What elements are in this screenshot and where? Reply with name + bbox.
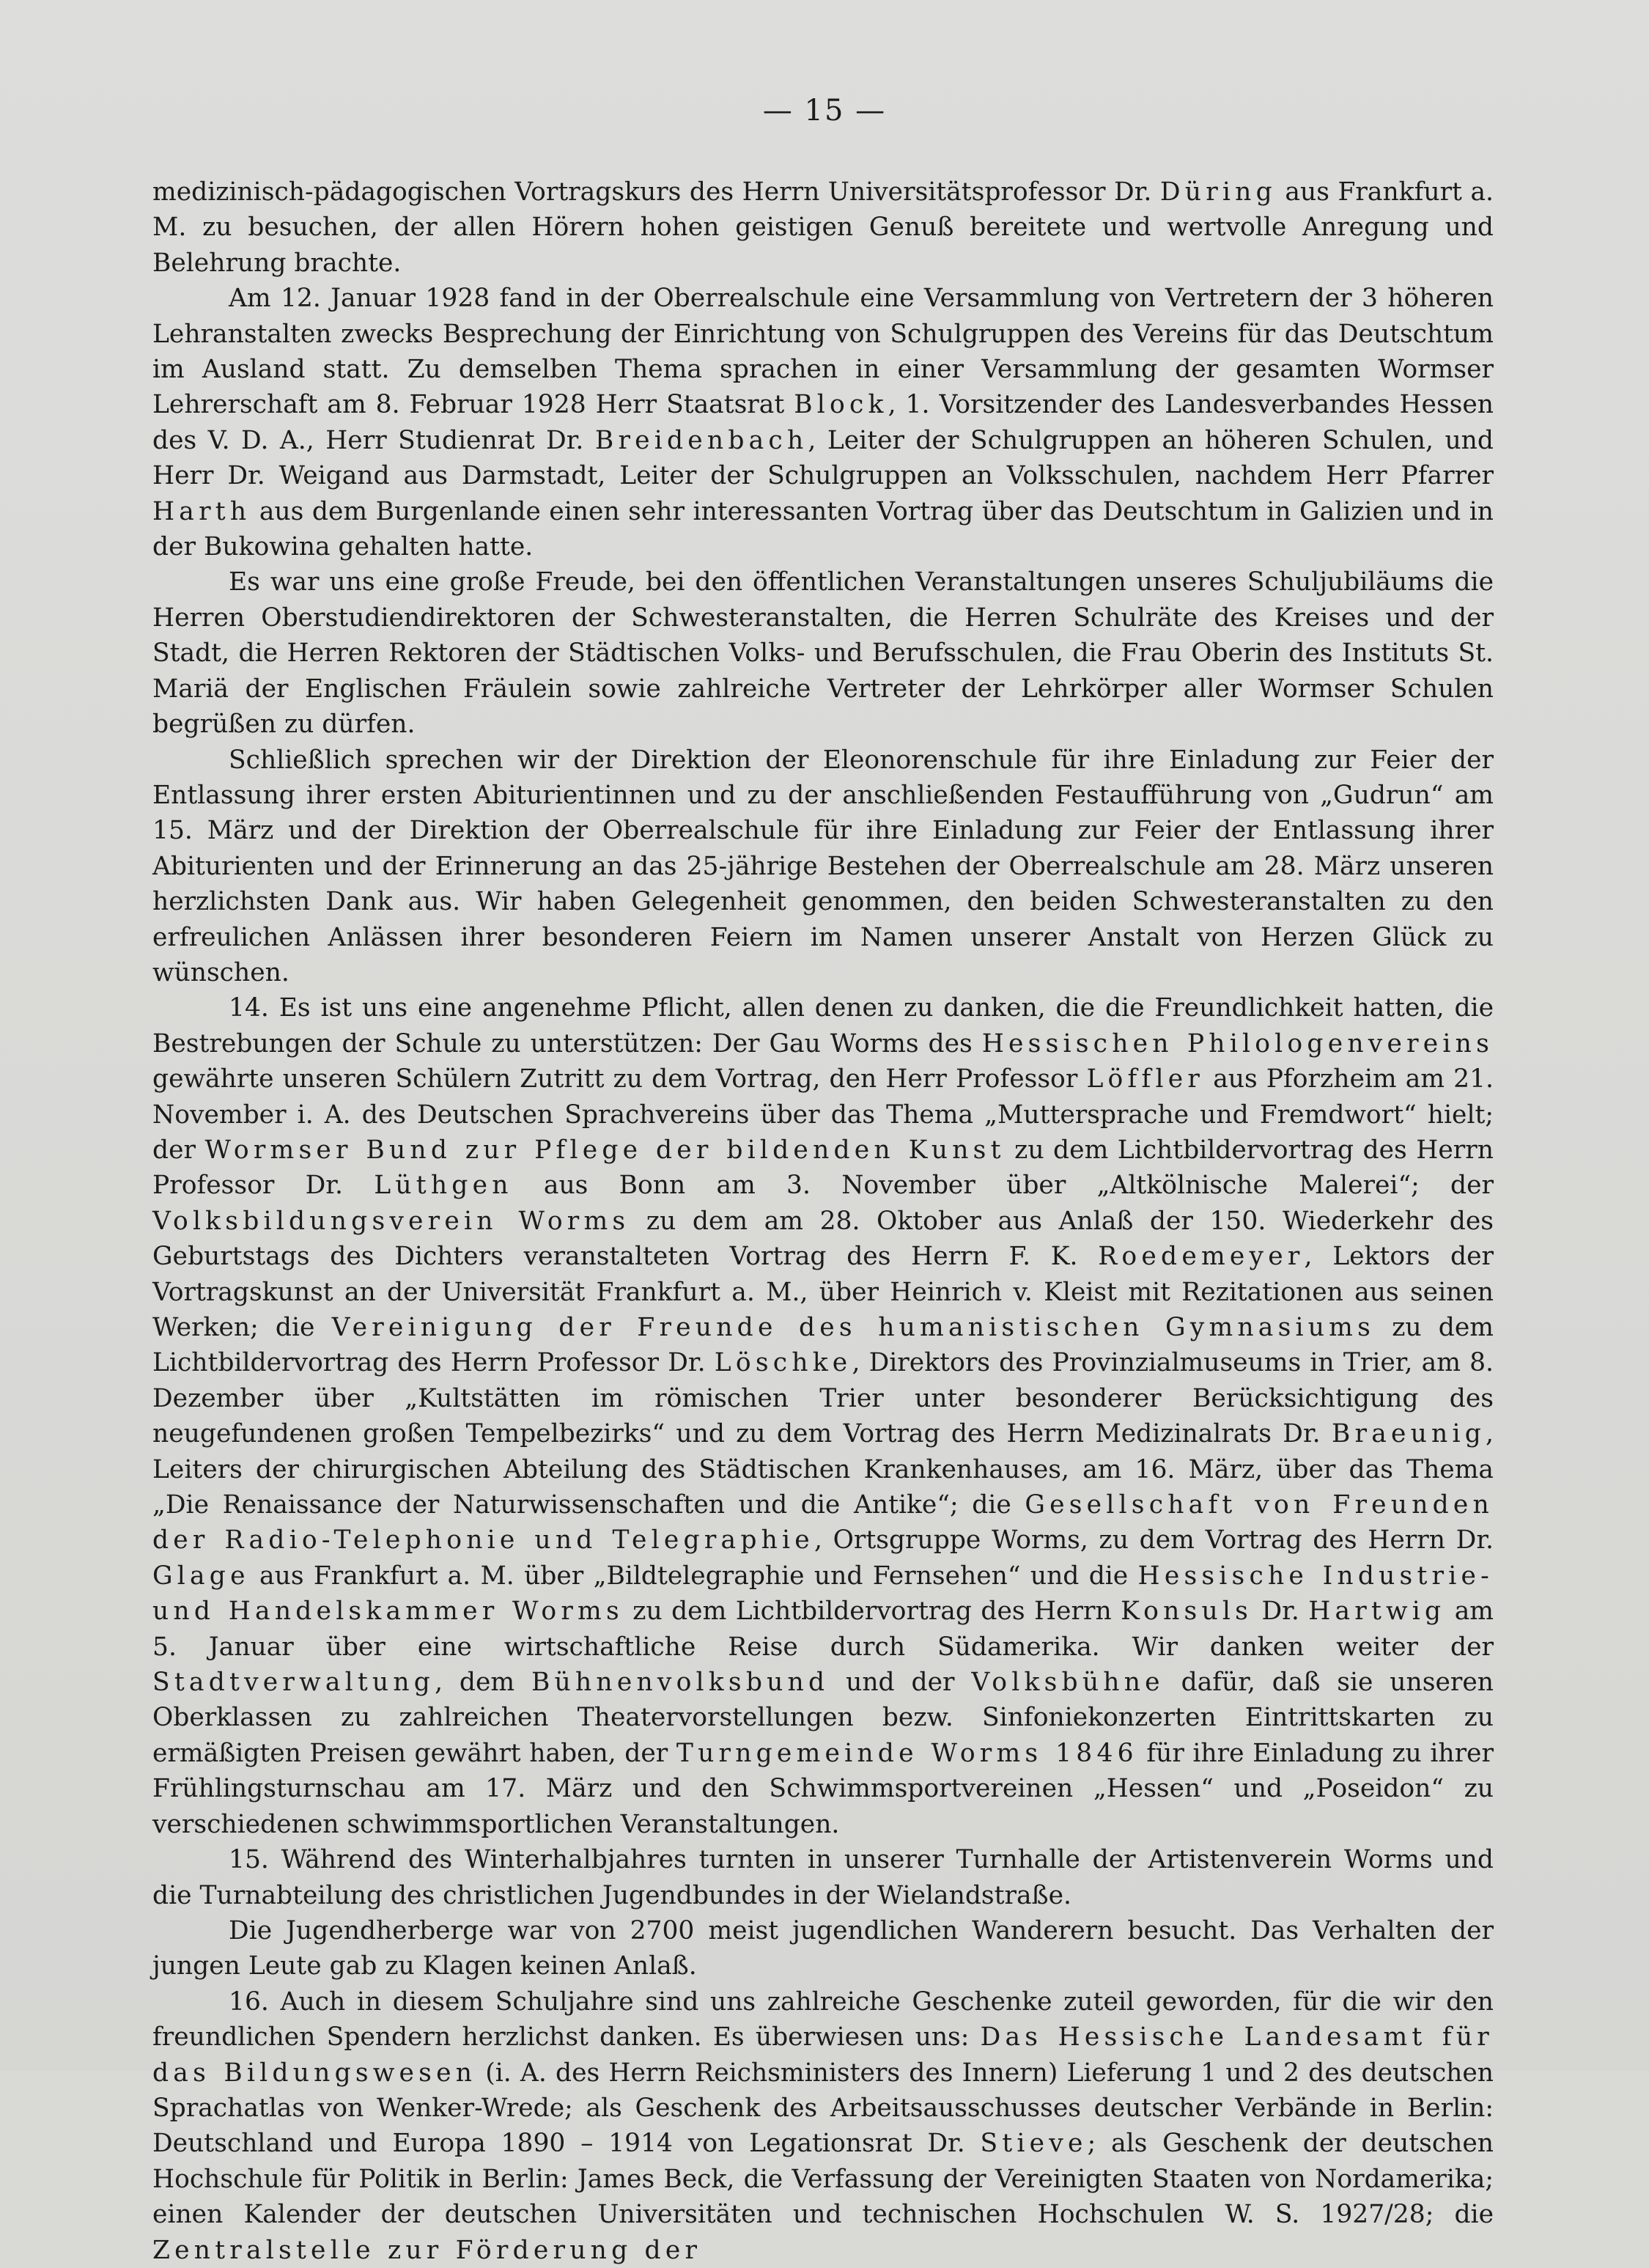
spaced-emphasis-text: Stieve xyxy=(980,2129,1088,2159)
text-run: Es war uns eine große Freude, bei den öffentlichen Veranstaltungen unseres Schuljubiläums die Herren Oberstudiendirektoren der Schwesteranstalten, die Herren Schulräte des Kreises und der Stadt, die Herren Rektoren der Städtischen Volks- und Berufsschulen, die Frau Oberin des Instituts St. Mariä der Englischen Fräulein sowie zahlreiche Vertreter der Lehrkörper aller Wormser Schulen begrüßen zu dürfen. xyxy=(152,567,1494,740)
text-run: aus Frankfurt a. M. zu besuchen, der allen Hörern hohen geistigen Genuß bereitete und wertvolle Anregung und Belehrung brachte. xyxy=(152,177,1494,278)
spaced-emphasis-text: Wormser Bund zur Pflege der bildenden Kunst xyxy=(204,1135,1006,1165)
spaced-emphasis-text: Volksbildungsverein Worms xyxy=(152,1206,630,1236)
paragraph xyxy=(152,564,1494,742)
paragraph xyxy=(152,281,1494,564)
spaced-emphasis-text: Gesellschaft von Freunden der Radio-Telephonie und Telegraphie xyxy=(152,1490,1494,1555)
text-run: Die Jugendherberge war von 2700 meist jugendlichen Wanderern besucht. Das Verhalten der jungen Leute gab zu Klagen keinen Anlaß. xyxy=(152,1915,1494,1981)
spaced-emphasis-text: Hartwig xyxy=(1308,1597,1446,1627)
spaced-emphasis-text: Das Hessische Landesamt für das Bildungswesen xyxy=(152,2022,1494,2088)
spaced-emphasis-text: Harth xyxy=(152,496,251,526)
text-run: (i. A. des Herrn Reichsministers des Innern) Lieferung 1 und 2 des deutschen Sprachatlas von Wenker-Wrede; als Geschenk des Arbeitsausschusses deutscher Verbände in Berlin: Deutschland und Europa 1890 – 1914 von Legationsrat Dr. xyxy=(152,2058,1494,2159)
text-run: , 1. Vorsitzender des Landesverbandes Hessen des V. D. A., Herr Studienrat Dr. xyxy=(152,390,1494,455)
text-run: aus Bonn am 3. November über „Altkölnische Malerei“; der xyxy=(512,1171,1494,1201)
text-run: für ihre Einladung zu ihrer Frühlingsturnschau am 17. März und den Schwimmsportvereinen „Hessen“ und „Poseidon“ zu verschiedenen schwimmsportlichen Veranstaltungen. xyxy=(152,1738,1494,1839)
spaced-emphasis-text: Block xyxy=(794,390,888,420)
spaced-emphasis-text: Düring xyxy=(1159,177,1277,207)
text-run: , Ortsgruppe Worms, zu dem Vortrag des Herrn Dr. xyxy=(814,1525,1494,1555)
spaced-emphasis-text: Konsuls xyxy=(1121,1597,1253,1627)
text-run: , Leiter der Schulgruppen an höheren Schulen, und Herr Dr. Weigand aus Darmstadt, Leiter der Schulgruppen an Volksschulen, nachdem Herr Pfarrer xyxy=(152,425,1494,491)
paragraph xyxy=(152,1913,1494,1984)
page-number: — 15 — xyxy=(762,94,887,128)
paragraph xyxy=(152,1984,1494,2268)
text-run: Am 12. Januar 1928 fand in der Oberrealschule eine Versammlung von Vertretern der 3 höheren Lehranstalten zwecks Besprechung der Einrichtung von Schulgruppen des Vereins für das Deutschtum im Ausland statt. Zu demselben Thema sprachen in einer Versammlung der gesamten Wormser Lehrerschaft am 8. Februar 1928 Herr Staatsrat xyxy=(152,284,1494,420)
spaced-emphasis-text: Roedemeyer xyxy=(1098,1242,1305,1272)
paragraph xyxy=(152,990,1494,1842)
body-text xyxy=(152,174,1494,2268)
spaced-emphasis-text: Löschke xyxy=(714,1348,852,1378)
text-run: aus dem Burgenlande einen sehr interessanten Vortrag über das Deutschtum in Galizien und in der Bukowina gehalten hatte. xyxy=(152,496,1494,562)
text-run: Dr. xyxy=(1253,1597,1309,1627)
text-run: medizinisch-pädagogischen Vortragskurs des Herrn Universitätsprofessor Dr. xyxy=(152,177,1160,207)
text-run: 14. Es ist uns eine angenehme Pflicht, allen denen zu danken, die die Freundlichkeit hatten, die Bestrebungen der Schule zu unterstützen: Der Gau Worms des xyxy=(152,993,1494,1058)
text-run: aus Frankfurt a. M. über „Bildtelegraphie und Fernsehen“ und die xyxy=(249,1561,1138,1591)
spaced-emphasis-text: Stadtverwaltung xyxy=(152,1668,435,1698)
spaced-emphasis-text: Hessischen Philologenvereins xyxy=(981,1028,1494,1058)
text-run: gewährte unseren Schülern Zutritt zu dem Vortrag, den Herr Professor xyxy=(152,1064,1087,1094)
spaced-emphasis-text: Zentralstelle zur Förderung der xyxy=(152,2235,702,2265)
text-run: , Leiters der chirurgischen Abteilung des Städtischen Krankenhauses, am 16. März, über das Thema „Die Renaissance der Naturwissenschaften und die Antike“; die xyxy=(152,1419,1494,1520)
spaced-emphasis-text: Vereinigung der Freunde des humanistischen Gymnasiums xyxy=(331,1313,1376,1342)
spaced-emphasis-text: Hessische Industrie- und Handelskammer Worms xyxy=(152,1561,1494,1627)
spaced-emphasis-text: Turngemeinde Worms 1846 xyxy=(676,1738,1138,1768)
text-run: , dem xyxy=(435,1668,531,1698)
text-run: und der xyxy=(829,1668,972,1698)
paragraph xyxy=(152,174,1494,281)
spaced-emphasis-text: Lüthgen xyxy=(374,1171,513,1201)
text-run: Schließlich sprechen wir der Direktion der Eleonorenschule für ihre Einladung zur Feier der Entlassung ihrer ersten Abiturientinnen und zu der anschließenden Festaufführung von „Gudrun“ am 15. März und der Direktion der Oberrealschule für ihre Einladung zur Feier der Entlassung ihrer Abiturienten und der Erinnerung an das 25-jährige Bestehen der Oberrealschule am 28. März unseren herzlichsten Dank aus. Wir haben Gelegenheit genommen, den beiden Schwesteranstalten zu den erfreulichen Anlässen ihrer besonderen Feiern im Namen unserer Anstalt von Herzen Glück zu wünschen. xyxy=(152,745,1494,987)
text-run: zu dem Lichtbildervortrag des Herrn Professor Dr. xyxy=(152,1135,1494,1201)
text-run: zu dem Lichtbildervortrag des Herrn xyxy=(623,1597,1121,1627)
spaced-emphasis-text: Braeunig xyxy=(1331,1419,1486,1449)
spaced-emphasis-text: Löffler xyxy=(1086,1064,1205,1094)
text-run: , Lektors der Vortragskunst an der Universität Frankfurt a. M., über Heinrich v. Kleist mit Rezitationen aus seinen Werken; die xyxy=(152,1242,1494,1342)
spaced-emphasis-text: Breidenbach xyxy=(594,425,808,455)
paragraph xyxy=(152,743,1494,991)
text-run: 16. Auch in diesem Schuljahre sind uns zahlreiche Geschenke zuteil geworden, für die wir den freundlichen Spendern herzlichst danken. Es überwiesen uns: xyxy=(152,1987,1494,2052)
spaced-emphasis-text: Glage xyxy=(152,1561,250,1591)
text-run: zu dem am 28. Oktober aus Anlaß der 150. Wiederkehr des Geburtstags des Dichters veranstalteten Vortrag des Herrn F. K. xyxy=(152,1206,1494,1272)
text-run: ; als Geschenk der deutschen Hochschule für Politik in Berlin: James Beck, die Verfassung der Vereinigten Staaten von Nordamerika; einen Kalender der deutschen Universitäten und technischen Hochschulen W. S. 1927/28; die xyxy=(152,2129,1494,2230)
spaced-emphasis-text: Bühnenvolksbund xyxy=(531,1668,830,1698)
text-run: zu dem Lichtbildervortrag des Herrn Professor Dr. xyxy=(152,1313,1494,1378)
text-run: , Direktors des Provinzialmuseums in Trier, am 8. Dezember über „Kultstätten im römischen Trier unter besonderer Berücksichtigung des neugefundenen großen Tempelbezirks“ und zu dem Vortrag des Herrn Medizinalrats Dr. xyxy=(152,1348,1494,1449)
text-run: am 5. Januar über eine wirtschaftliche Reise durch Südamerika. Wir danken weiter der xyxy=(152,1597,1494,1662)
spaced-emphasis-text: Volksbühne xyxy=(971,1668,1165,1698)
text-run: 15. Während des Winterhalbjahres turnten in unserer Turnhalle der Artistenverein Worms und die Turnabteilung des christlichen Jugendbundes in der Wielandstraße. xyxy=(152,1845,1494,1910)
paragraph xyxy=(152,1842,1494,1913)
text-run: dafür, daß sie unseren Oberklassen zu zahlreichen Theatervorstellungen bezw. Sinfoniekonzerten Eintrittskarten zu ermäßigten Preisen gewährt haben, der xyxy=(152,1668,1494,1768)
text-run: aus Pforzheim am 21. November i. A. des Deutschen Sprachvereins über das Thema „Muttersprache und Fremdwort“ hielt; der xyxy=(152,1064,1494,1165)
